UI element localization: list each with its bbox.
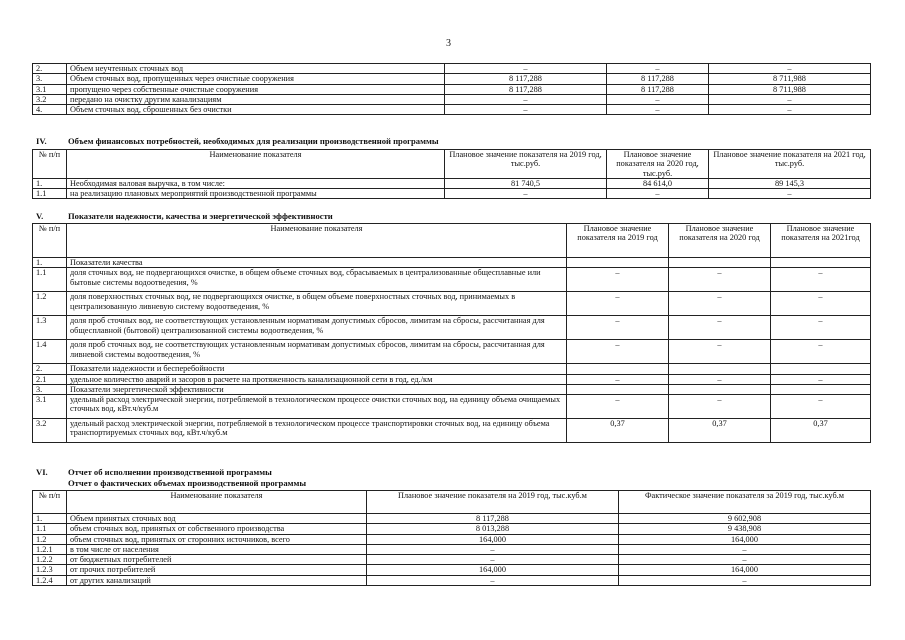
row-number: 1.1: [33, 268, 67, 292]
value-2020: –: [607, 64, 709, 74]
value-2019: 0,37: [567, 419, 669, 443]
row-name: Объем сточных вод, пропущенных через очистные сооружения: [67, 74, 445, 84]
value-fact: –: [619, 555, 871, 565]
volumes-table: [32, 63, 871, 115]
row-name: на реализацию плановых мероприятий производственной программы: [67, 189, 445, 199]
value-2020: [669, 384, 771, 394]
row-number: 3.: [33, 384, 67, 394]
value-2019: 8 117,288: [445, 84, 607, 94]
section-5-title: Показатели надежности, качества и энергетической эффективности: [68, 211, 333, 221]
value-2020: 84 614,0: [607, 178, 709, 188]
section-4-title: Объем финансовых потребностей, необходимых для реализации производственной программы: [68, 136, 439, 146]
finance-table: [32, 149, 871, 199]
value-2019: –: [445, 64, 607, 74]
table-header-row: [33, 150, 871, 179]
value-plan: 8 013,288: [367, 524, 619, 534]
value-2021: 0,37: [771, 419, 871, 443]
header-fact: Фактическое значение показателя за 2019 год, тыс.куб.м: [619, 491, 871, 514]
row-number: 1.2.3: [33, 565, 67, 575]
value-2020: –: [669, 340, 771, 364]
row-name: доля проб сточных вод, не соответствующих установленным нормативам допустимых сбросов, лимитам на сбросы, рассчитанная для общесплавной (бытовой) централизованной системы водоотведения, %: [67, 316, 567, 340]
row-name: удельный расход электрической энергии, потребляемой в технологическом процессе очистки сточных вод, на единицу объема очищаемых сточных вод, кВт.ч/куб.м: [67, 395, 567, 419]
header-2020: Плановое значение показателя на 2020 год: [669, 224, 771, 258]
value-2019: –: [567, 316, 669, 340]
value-2020: –: [669, 374, 771, 384]
section-6-heading: [36, 467, 272, 477]
value-2021: –: [771, 395, 871, 419]
value-2021: –: [771, 340, 871, 364]
header-2019: Плановое значение показателя на 2019 год, тыс.руб.: [445, 150, 607, 179]
table-row: [33, 534, 871, 544]
header-name: Наименование показателя: [67, 224, 567, 258]
value-2021: –: [709, 189, 871, 199]
row-name: передано на очистку другим канализациям: [67, 94, 445, 104]
section-6-subtitle-text: Отчет о фактических объемах производственной программы: [68, 478, 307, 488]
row-name: Необходимая валовая выручка, в том числе:: [67, 178, 445, 188]
header-number: № п/п: [33, 224, 67, 258]
value-2019: 81 740,5: [445, 178, 607, 188]
row-name: от прочих потребителей: [67, 565, 367, 575]
row-number: 3.: [33, 74, 67, 84]
value-2021: [771, 384, 871, 394]
value-2021: [771, 258, 871, 268]
row-name: доля проб сточных вод, не соответствующих установленным нормативам допустимых сбросов, лимитам на сбросы, рассчитанная для ливневой системы водоотведения, %: [67, 340, 567, 364]
report-table: [32, 490, 871, 586]
row-number: 1.1: [33, 524, 67, 534]
row-number: 1.3: [33, 316, 67, 340]
row-name: Показатели энергетической эффективности: [67, 384, 567, 394]
row-number: 1.1: [33, 189, 67, 199]
header-number: № п/п: [33, 491, 67, 514]
table-row: [33, 84, 871, 94]
value-2021: –: [709, 105, 871, 115]
row-number: 1.: [33, 178, 67, 188]
value-2019: –: [567, 340, 669, 364]
row-name: доля сточных вод, не подвергающихся очистке, в общем объеме сточных вод, сбрасываемых в централизованные общесплавные или бытовые системы водоотведения, %: [67, 268, 567, 292]
row-name: в том числе от населения: [67, 544, 367, 554]
value-2019: [567, 258, 669, 268]
value-fact: –: [619, 544, 871, 554]
row-number: 1.2.1: [33, 544, 67, 554]
value-2020: [669, 258, 771, 268]
table-row: [33, 340, 871, 364]
header-2020: Плановое значение показателя на 2020 год, тыс.руб.: [607, 150, 709, 179]
value-2020: 8 117,288: [607, 84, 709, 94]
value-fact: –: [619, 575, 871, 585]
table-row: [33, 74, 871, 84]
value-2021: –: [771, 316, 871, 340]
value-fact: 164,000: [619, 565, 871, 575]
value-2020: –: [669, 268, 771, 292]
row-name: Объем принятых сточных вод: [67, 514, 367, 524]
value-2020: 8 117,288: [607, 74, 709, 84]
value-plan: 164,000: [367, 565, 619, 575]
table-header-row: [33, 491, 871, 514]
value-2019: –: [567, 292, 669, 316]
table-row: [33, 292, 871, 316]
row-name: удельный расход электрической энергии, потребляемой в технологическом процессе транспортировки сточных вод, на единицу объема транспортируемых сточных вод, кВт.ч/куб.м: [67, 419, 567, 443]
value-2019: –: [567, 374, 669, 384]
row-number: 1.: [33, 258, 67, 268]
section-5-number: V.: [36, 211, 44, 221]
row-number: 2.1: [33, 374, 67, 384]
value-fact: 9 438,908: [619, 524, 871, 534]
header-number: № п/п: [33, 150, 67, 179]
section-6-title: Отчет об исполнении производственной программы: [68, 467, 272, 477]
section-5-heading: [36, 211, 333, 221]
row-number: 2.: [33, 64, 67, 74]
table-row: [33, 524, 871, 534]
value-plan: 164,000: [367, 534, 619, 544]
row-number: 3.2: [33, 419, 67, 443]
table-row: [33, 178, 871, 188]
row-number: 1.4: [33, 340, 67, 364]
value-2021: 8 711,988: [709, 74, 871, 84]
table-row: [33, 258, 871, 268]
section-6-subtitle: [68, 478, 306, 488]
value-2021: –: [771, 292, 871, 316]
table-row: [33, 94, 871, 104]
table-row: [33, 64, 871, 74]
row-number: 3.1: [33, 395, 67, 419]
row-name: от бюджетных потребителей: [67, 555, 367, 565]
value-2019: [567, 384, 669, 394]
header-2021: Плановое значение показателя на 2021 год, тыс.руб.: [709, 150, 871, 179]
value-2019: 8 117,288: [445, 74, 607, 84]
value-2021: –: [709, 64, 871, 74]
value-2020: –: [669, 395, 771, 419]
value-plan: 8 117,288: [367, 514, 619, 524]
row-name: Объем неучтенных сточных вод: [67, 64, 445, 74]
section-4-number: IV.: [36, 136, 47, 146]
value-plan: –: [367, 544, 619, 554]
value-2019: –: [567, 268, 669, 292]
value-2020: –: [669, 292, 771, 316]
table-row: [33, 575, 871, 585]
header-name: Наименование показателя: [67, 491, 367, 514]
value-2021: –: [709, 94, 871, 104]
value-2019: –: [445, 189, 607, 199]
row-name: доля поверхностных сточных вод, не подвергающихся очистке, в общем объеме поверхностных сточных вод, принимаемых в централизованную ливневую систему водоотведения, %: [67, 292, 567, 316]
value-2019: –: [445, 94, 607, 104]
table-row: [33, 514, 871, 524]
table-row: [33, 105, 871, 115]
row-name: удельное количество аварий и засоров в расчете на протяженность канализационной сети в год, ед./км: [67, 374, 567, 384]
value-plan: –: [367, 555, 619, 565]
table-row: [33, 419, 871, 443]
table-row: [33, 395, 871, 419]
row-name: от других канализаций: [67, 575, 367, 585]
row-name: объем сточных вод, принятых от собственного производства: [67, 524, 367, 534]
row-number: 3.2: [33, 94, 67, 104]
row-name: пропущено через собственные очистные сооружения: [67, 84, 445, 94]
row-number: 2.: [33, 364, 67, 374]
value-fact: 9 602,908: [619, 514, 871, 524]
header-2019: Плановое значение показателя на 2019 год: [567, 224, 669, 258]
table-header-row: [33, 224, 871, 258]
table-row: [33, 555, 871, 565]
row-number: 4.: [33, 105, 67, 115]
value-2021: 89 145,3: [709, 178, 871, 188]
value-2021: 8 711,988: [709, 84, 871, 94]
row-number: 1.2: [33, 534, 67, 544]
page-number: 3: [446, 38, 451, 49]
value-2019: –: [567, 395, 669, 419]
row-number: 1.2.4: [33, 575, 67, 585]
table-row: [33, 316, 871, 340]
row-name: Показатели надежности и бесперебойности: [67, 364, 567, 374]
value-2019: [567, 364, 669, 374]
quality-table: [32, 223, 871, 443]
table-row: [33, 364, 871, 374]
row-number: 1.2.2: [33, 555, 67, 565]
row-name: объем сточных вод, принятых от сторонних источников, всего: [67, 534, 367, 544]
value-2020: [669, 364, 771, 374]
value-2020: 0,37: [669, 419, 771, 443]
row-number: 3.1: [33, 84, 67, 94]
row-number: 1.2: [33, 292, 67, 316]
header-2021: Плановое значение показателя на 2021год: [771, 224, 871, 258]
table-row: [33, 565, 871, 575]
table-row: [33, 384, 871, 394]
value-plan: –: [367, 575, 619, 585]
header-plan: Плановое значение показателя на 2019 год, тыс.куб.м: [367, 491, 619, 514]
row-name: Показатели качества: [67, 258, 567, 268]
section-4-heading: [36, 136, 439, 146]
value-2020: –: [669, 316, 771, 340]
table-row: [33, 189, 871, 199]
header-name: Наименование показателя: [67, 150, 445, 179]
value-2020: –: [607, 105, 709, 115]
table-row: [33, 544, 871, 554]
value-2021: –: [771, 268, 871, 292]
row-name: Объем сточных вод, сброшенных без очистки: [67, 105, 445, 115]
value-2020: –: [607, 94, 709, 104]
value-2019: –: [445, 105, 607, 115]
row-number: 1.: [33, 514, 67, 524]
section-6-number: VI.: [36, 467, 48, 477]
value-2021: [771, 364, 871, 374]
table-row: [33, 268, 871, 292]
value-2021: –: [771, 374, 871, 384]
value-fact: 164,000: [619, 534, 871, 544]
value-2020: –: [607, 189, 709, 199]
table-row: [33, 374, 871, 384]
